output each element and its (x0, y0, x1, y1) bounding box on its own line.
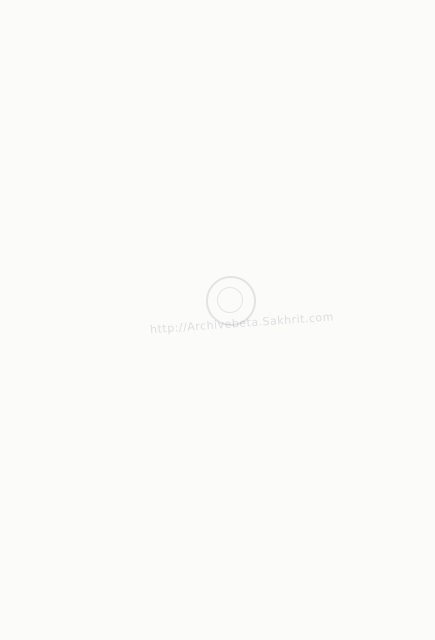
paragraph-9 (40, 162, 395, 174)
paragraph-10 (40, 178, 395, 190)
article-body (40, 34, 395, 610)
paragraph-3 (40, 66, 395, 78)
paragraph-1 (40, 34, 395, 46)
paragraph-6 (40, 114, 395, 126)
watermark-url: http://Archivebeta.Sakhrit.com (149, 310, 335, 337)
paragraph-8 (40, 146, 395, 158)
paragraph-4 (40, 82, 395, 94)
paragraph-5 (40, 98, 395, 110)
paragraph-7 (40, 130, 395, 142)
paragraph-2 (40, 50, 395, 62)
